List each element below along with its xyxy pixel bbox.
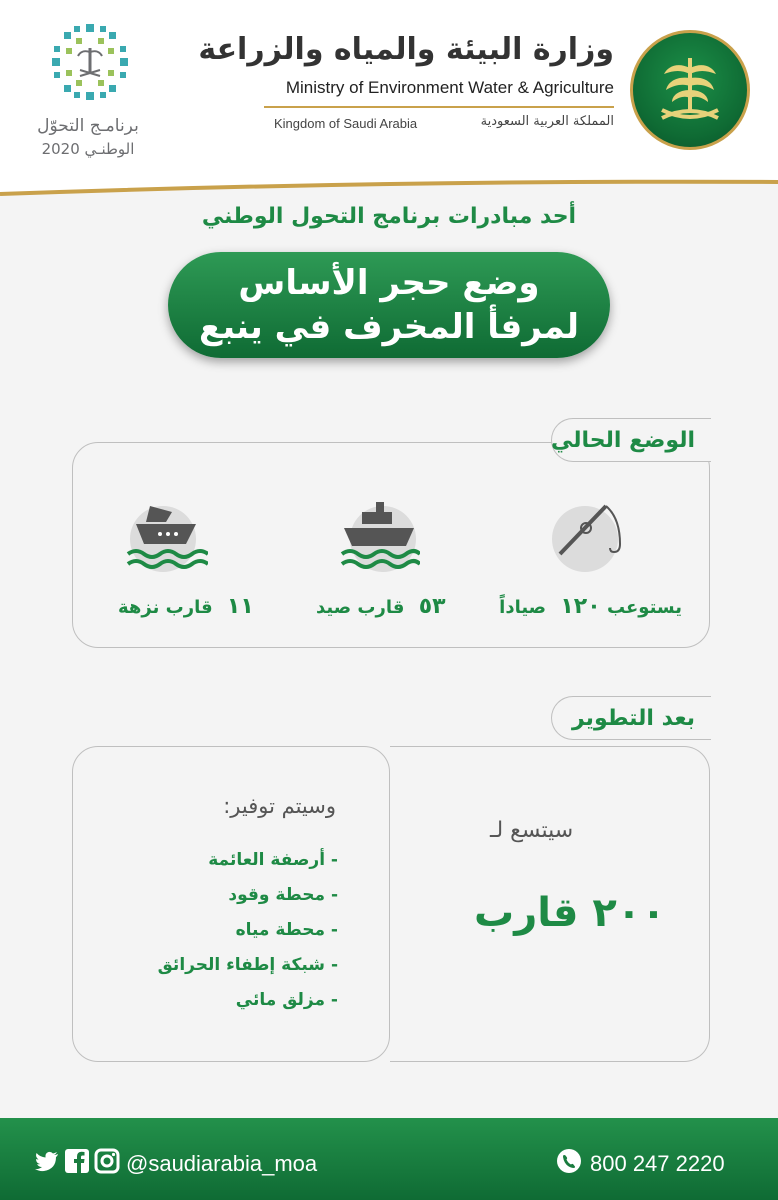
stat-fishermen-number: ١٢٠ xyxy=(560,594,601,619)
yacht-icon xyxy=(126,498,208,570)
stat-fishermen xyxy=(499,594,682,619)
facebook-icon[interactable] xyxy=(64,1148,90,1174)
list-item: - مزلق مائي xyxy=(235,990,338,1010)
twitter-icon[interactable] xyxy=(34,1148,60,1174)
list-item: - شبكة إطفاء الحرائق xyxy=(157,955,338,975)
ministry-title-english: Ministry of Environment Water & Agriculture xyxy=(285,78,614,97)
phone-number[interactable]: 800 247 2220 xyxy=(590,1151,725,1176)
stat-fishermen-label: صياداً xyxy=(499,597,547,618)
kingdom-english: Kingdom of Saudi Arabia xyxy=(274,116,418,131)
vision-pattern-icon xyxy=(50,22,130,102)
instagram-icon[interactable] xyxy=(94,1148,120,1174)
ministry-emblem xyxy=(630,30,750,150)
kingdom-arabic: المملكة العربية السعودية xyxy=(480,114,614,129)
stat-fishing-boats xyxy=(316,594,446,619)
stat-fishing-boats-label: قارب صيد xyxy=(316,597,405,618)
banner-line1: وضع حجر الأساس xyxy=(238,263,540,303)
banner-line2: لمرفأ المخرف في ينبع xyxy=(198,307,580,347)
social-handle[interactable]: @saudiarabia_moa xyxy=(126,1151,318,1176)
vision-text-line2: الوطنـي 2020 xyxy=(41,140,135,158)
ministry-title-arabic: وزارة البيئة والمياه والزراعة xyxy=(198,32,614,67)
palm-swords-emblem-icon xyxy=(648,48,732,132)
stat-pleasure-boats-number: ١١ xyxy=(226,594,254,619)
list-item: - محطة وقود xyxy=(228,885,338,905)
capacity-intro: سيتسع لـ xyxy=(490,818,574,843)
fishing-rod-icon xyxy=(556,498,628,564)
stat-pleasure-boats-label: قارب نزهة xyxy=(118,597,213,618)
list-item: - محطة مياه xyxy=(235,920,338,940)
initiative-subtitle: أحد مبادرات برنامج التحول الوطني xyxy=(201,204,577,229)
header-divider xyxy=(264,106,614,108)
capacity-value: ٢٠٠ قارب xyxy=(474,890,666,936)
fishing-boat-icon xyxy=(340,498,420,570)
vision-2020-logo xyxy=(30,22,146,182)
list-item: - أرصفة العائمة xyxy=(208,850,338,870)
phone-icon xyxy=(556,1148,582,1174)
stat-pleasure-boats xyxy=(118,594,254,619)
headline-banner xyxy=(168,252,610,358)
stat-fishermen-prefix: يستوعب xyxy=(606,597,682,618)
provide-list xyxy=(120,850,338,1025)
current-status-tab: الوضع الحالي xyxy=(551,418,711,462)
vision-text-line1: برنامـج التحوّل xyxy=(37,116,139,136)
stat-fishing-boats-number: ٥٣ xyxy=(418,594,446,619)
after-development-tab: بعد التطوير xyxy=(551,696,711,740)
provide-title: وسيتم توفير: xyxy=(223,794,336,818)
